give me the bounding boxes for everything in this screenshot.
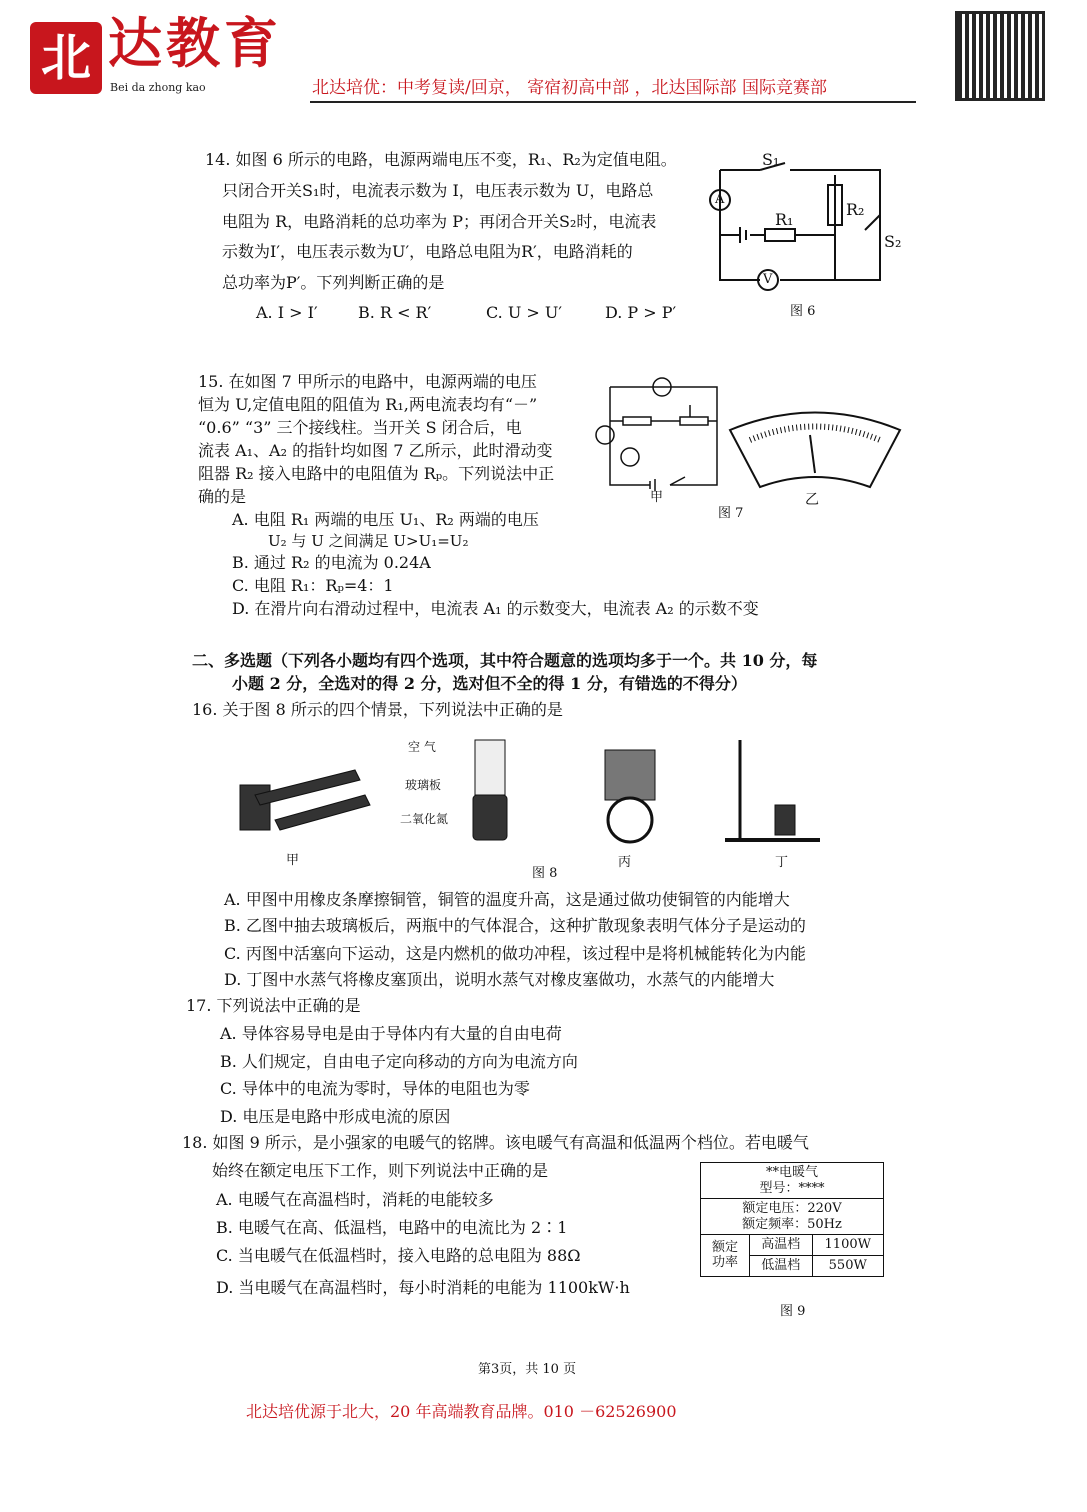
- ammeter-label: A: [715, 192, 725, 207]
- section-heading: 二、多选题（下列各小题均有四个选项，其中符合题意的选项均多于一个。共 10 分，每: [192, 651, 818, 670]
- nameplate-low-value: 550W: [812, 1255, 883, 1276]
- q14-option-c: C. U > U′: [486, 303, 563, 322]
- nameplate-low: 低温档: [750, 1255, 813, 1276]
- nameplate-high-value: 1100W: [812, 1235, 883, 1256]
- figure-6-circuit: [700, 145, 910, 295]
- q18-option-c: C. 当电暖气在低温档时，接入电路的总电阻为 88Ω: [216, 1246, 581, 1265]
- q14-line: 示数为I′，电压表示数为U′，电路总电阻为R′，电路消耗的: [222, 242, 633, 261]
- s1-label: S₁: [762, 150, 780, 169]
- nameplate-voltage: 额定电压：220V: [742, 1201, 842, 1217]
- qr-code-icon: [958, 14, 1042, 98]
- q18-option-a: A. 电暖气在高温档时，消耗的电能较多: [216, 1190, 494, 1209]
- q16-option-d: D. 丁图中水蒸气将橡皮塞顶出，说明水蒸气对橡皮塞做功，水蒸气的内能增大: [224, 970, 775, 989]
- logo: 北: [30, 22, 102, 94]
- nameplate-power-label: 额定功率: [701, 1235, 750, 1276]
- figure-8-illustrations: [235, 735, 835, 850]
- q18-stem-cont: 始终在额定电压下工作，则下列说法中正确的是: [212, 1161, 549, 1180]
- q15-line: 确的是: [198, 487, 247, 506]
- label-no2: 二氧化氮: [400, 812, 449, 826]
- q15-line: 15. 在如图 7 甲所示的电路中，电源两端的电压: [198, 372, 537, 391]
- figure-7-caption: 图 7: [718, 506, 744, 521]
- q17-stem: 17. 下列说法中正确的是: [186, 996, 361, 1015]
- q17-option-a: A. 导体容易导电是由于导体内有大量的自由电荷: [220, 1024, 562, 1043]
- q14-line: 14. 如图 6 所示的电路，电源两端电压不变，R₁、R₂为定值电阻。: [205, 150, 677, 169]
- label-glass-plate: 玻璃板: [405, 778, 442, 792]
- q16-option-b: B. 乙图中抽去玻璃板后，两瓶中的气体混合，这种扩散现象表明气体分子是运动的: [224, 916, 806, 935]
- figure-7b-label: 乙: [805, 492, 819, 508]
- brand-name: 达教育: [108, 11, 282, 75]
- nameplate-table: [700, 1162, 884, 1277]
- q15-line: 流表 A₁、A₂ 的指针均如图 7 乙所示，此时滑动变: [198, 441, 553, 460]
- q15-option-c: C. 电阻 R₁：Rₚ=4：1: [232, 576, 394, 595]
- q15-option-a: A. 电阻 R₁ 两端的电压 U₁、R₂ 两端的电压: [232, 510, 539, 529]
- s2-label: S₂: [884, 232, 902, 251]
- q15-line: 恒为 U,定值电阻的阻值为 R₁,两电流表均有“－”: [198, 395, 538, 414]
- q18-option-d: D. 当电暖气在高温档时，每小时消耗的电能为 1100kW·h: [216, 1278, 630, 1297]
- q15-option-b: B. 通过 R₂ 的电流为 0.24A: [232, 553, 431, 572]
- figure-6-caption: 图 6: [790, 304, 816, 319]
- q15-option-d: D. 在滑片向右滑动过程中，电流表 A₁ 的示数变大，电流表 A₂ 的示数不变: [232, 599, 759, 618]
- figure-9-caption: 图 9: [780, 1304, 806, 1319]
- q15-line: “0.6” “3” 三个接线柱。当开关 S 闭合后，电: [198, 418, 522, 437]
- r1-label: R₁: [775, 210, 794, 229]
- q16-stem: 16. 关于图 8 所示的四个情景，下列说法中正确的是: [192, 700, 563, 719]
- q14-option-b: B. R < R′: [358, 303, 432, 322]
- q17-option-b: B. 人们规定，自由电子定向移动的方向为电流方向: [220, 1052, 578, 1071]
- figure-8d-label: 丁: [775, 855, 789, 870]
- figure-8a-label: 甲: [286, 853, 300, 868]
- figure-8-caption: 图 8: [532, 866, 558, 881]
- nameplate-high: 高温档: [750, 1235, 813, 1256]
- figure-7a-label: 甲: [650, 490, 664, 505]
- label-air: 空 气: [408, 740, 436, 754]
- q18-stem: 18. 如图 9 所示，是小强家的电暖气的铭牌。该电暖气有高温和低温两个档位。若电暖气: [182, 1133, 809, 1152]
- q16-option-a: A. 甲图中用橡皮条摩擦铜管，铜管的温度升高，这是通过做功使铜管的内能增大: [224, 890, 790, 909]
- brand-subtitle: Bei da zhong kao: [110, 81, 206, 94]
- page-number: 第3页，共 10 页: [478, 1362, 577, 1377]
- q15-line: 阻器 R₂ 接入电路中的电阻值为 Rₚ。下列说法中正: [198, 464, 555, 483]
- q18-option-b: B. 电暖气在高、低温档，电路中的电流比为 2∶1: [216, 1218, 568, 1237]
- q14-line: 只闭合开关S₁时，电流表示数为 I，电压表示数为 U，电路总: [222, 181, 654, 200]
- section-heading-cont: 小题 2 分，全选对的得 2 分，选对但不全的得 1 分，有错选的不得分）: [232, 674, 747, 693]
- header-divider: [310, 101, 916, 103]
- q14-option-d: D. P > P′: [605, 303, 677, 322]
- q14-line: 电阻为 R，电路消耗的总功率为 P；再闭合开关S₂时，电流表: [222, 212, 657, 231]
- q15-option-a-cont: U₂ 与 U 之间满足 U>U₁=U₂: [268, 532, 469, 550]
- q16-option-c: C. 丙图中活塞向下运动，这是内燃机的做功冲程，该过程中是将机械能转化为内能: [224, 944, 806, 963]
- nameplate-title: **电暖气: [765, 1165, 818, 1180]
- q14-option-a: A. I > I′: [256, 303, 318, 322]
- header-links: 北达培优：中考复读/回京， 寄宿初高中部 ，北达国际部 国际竞赛部: [312, 78, 827, 98]
- nameplate-frequency: 额定频率：50Hz: [742, 1216, 842, 1232]
- ammeter-dial-figure: [725, 405, 905, 490]
- q17-option-d: D. 电压是电路中形成电流的原因: [220, 1107, 451, 1126]
- r2-label: R₂: [846, 200, 865, 219]
- q14-line: 总功率为P′。下列判断正确的是: [222, 273, 445, 292]
- figure-7a-circuit: [595, 375, 725, 500]
- voltmeter-label: V: [763, 272, 773, 287]
- figure-8c-label: 丙: [618, 855, 632, 870]
- q17-option-c: C. 导体中的电流为零时，导体的电阻也为零: [220, 1079, 530, 1098]
- footer-text: 北达培优源于北大，20 年高端教育品牌。010 －62526900: [246, 1402, 677, 1421]
- nameplate-model: 型号：****: [759, 1180, 825, 1196]
